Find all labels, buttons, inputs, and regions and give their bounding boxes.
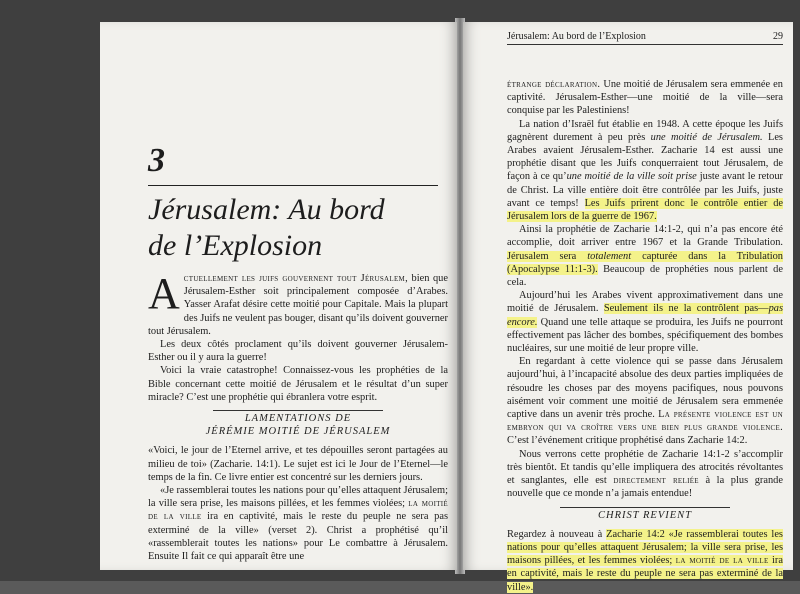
paragraph: Ainsi la prophétie de Zacharie 14:1-2, qui n’a pas encore été accomplie, doit arriver entre 1967 et la Grande Tribulation. Jérusalem sera totalement capturée dans la Tribulation (Apocalypse 11:1-3). Beaucoup de prophéties nous parlent de cela. (507, 224, 783, 289)
paragraph: Nous verrons cette prophétie de Zacharie 14:1-2 s’accomplir très bientôt. Et tandis qu’elle impliquera des atrocités révoltantes et sanglantes, elle est directement reliée à la plus grande nouvelle que ce monde n’a jamais entendue! (507, 448, 783, 500)
paragraph: Aujourd’hui les Arabes vivent approximativement dans une moitié de Jérusalem. Seulement ils ne la contrôlent pas—pas encore. Quand une telle attaque se produira, les Juifs ne pourront effectivement pas lâcher des bombes, spécifiquement des bombes nucléaires, sur une moitié de leur propre ville. (507, 290, 783, 355)
chapter-title-line-2: de l’Explosion (148, 229, 323, 262)
section-heading: LAMENTATIONS DE JÉRÉMIE MOITIÉ DE JÉRUSALEM (148, 410, 448, 438)
paragraph: Voici la vraie catastrophe! Connaissez-vous les prophéties de la Bible concernant cette moitié de Jérusalem et le résultat d’un super miracle? C’est une prophétie qui ébranlera votre esprit. (148, 365, 448, 403)
highlighted-text: Jérusalem sera totalement capturée dans la Tribulation (Apocalypse 11:1-3). (507, 250, 783, 275)
right-body-text (507, 78, 783, 594)
paragraph: La nation d’Israël fut établie en 1948. A cette époque les Juifs gagnèrent durement à peu près une moitié de Jérusalem. Les Arabes avaient Jérusalem-Esther. Zacharie 14 est aussi une prophétie disant que les Juifs conquerraient tout Jérusalem, de façon à ce qu’une moitié de la ville soit prise juste avant le retour de Christ. La ville entière doit être contrôlée par les Juifs, juste avant ce temps! Les Juifs prirent donc le contrôle entier de Jérusalem lors de la guerre de 1967. (507, 118, 784, 223)
paragraph: étrange déclaration. Une moitié de Jérusalem sera emmenée en captivité. Jérusalem-Esther—une moitié de la ville—sera conquise par les Palestiniens! (507, 79, 783, 117)
paragraph: Regardez à nouveau à Zacharie 14:2 «Je rassemblerai toutes les nations pour qu’elles attaquent Jérusalem; la ville sera prise, les maisons pillées, et les femmes violées; la moitié de la ville ira en captivité, mais le reste du peuple ne sera pas exterminé de la ville». (507, 528, 783, 593)
paragraph: «Je rassemblerai toutes les nations pour qu’elles attaquent Jérusalem; la ville sera prise, les maisons pillées, et les femmes violées; la moitié de la ville ira en captivité, mais le reste du peuple ne sera pas exterminé de la ville» (verset 2). Christ a prophétisé qu’il «rassemblerait toutes les nations» pour Le combattre à Jérusalem. Ensuite Il fait ce qui apparaît être une (148, 485, 448, 563)
highlighted-text: Les Juifs prirent donc le contrôle entier de Jérusalem lors de la guerre de 1967. (507, 197, 784, 223)
chapter-title (148, 192, 448, 264)
running-head: Jérusalem: Au bord de l’Explosion (507, 31, 646, 42)
chapter-rule (148, 185, 438, 186)
section-heading: CHRIST REVIENT (507, 507, 783, 522)
paragraph: Actuellement les juifs gouvernent tout Jérusalem, bien que Jérusalem-Esther soit principalement composée d’Arabes. Yasser Arafat désire cette moitié pour Capitale. Mais la plupart des Juifs ne veulent pas bouger, disant qu’ils doivent gouverner tout Jérusalem. (148, 269, 448, 337)
drop-cap: A (148, 269, 180, 318)
highlighted-text: Seulement ils ne la contrôlent pas—pas encore. (507, 303, 783, 328)
right-page (463, 22, 793, 593)
page-number: 29 (773, 31, 783, 42)
paragraph: En regardant à cette violence qui se passe dans Jérusalem aujourd’hui, à l’incapacité absolue des deux parties impliquées de résoudre les choses par des moyens pacifiques, nous pouvons aisément voir comment une moitié de Jérusalem sera emmenée captive dans un avenir très proche. La présente violence est un embryon qui va croître vers une bien plus grande violence. C’est l’événement critique prophétisé dans Zacharie 14:2. (507, 356, 783, 447)
chapter-number: 3 (148, 142, 165, 179)
paragraph: Les deux côtés proclament qu’ils doivent gouverner Jérusalem-Esther ou il y aura la guerre! (148, 339, 448, 364)
running-header (507, 31, 783, 45)
lead-in: ctuellement les juifs gouvernent tout Jérusalem, (183, 273, 408, 284)
chapter-title-line-1: Jérusalem: Au bord (148, 193, 385, 226)
left-body-text (148, 269, 448, 563)
highlighted-text: Zacharie 14:2 «Je rassemblerai toutes les nations pour qu’elles attaquent Jérusalem; la ville sera prise, les maisons pillées, et les femmes violées; la moitié de la ville ira en captivité, mais le reste du peuple ne sera pas exterminé de la ville». (507, 528, 783, 593)
paragraph: «Voici, le jour de l’Eternel arrive, et tes dépouilles seront partagées au milieu de toi» (Zacharie. 14:1). Le sujet est ici le Jour de l’Eternel—le temps de la fin. Ce livre entier est concentré sur les derniers jours. (148, 445, 448, 483)
left-page (100, 22, 457, 570)
